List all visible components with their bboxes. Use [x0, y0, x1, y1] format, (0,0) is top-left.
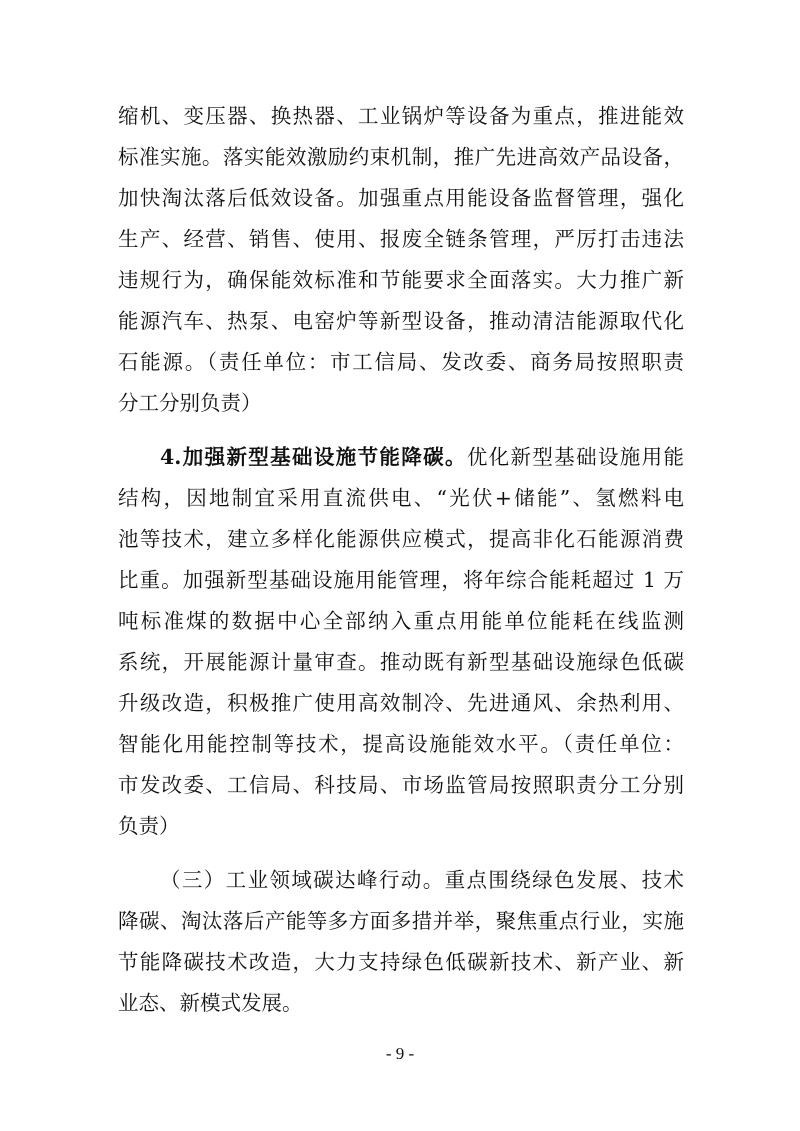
paragraph-line: 缩机、变压器、换热器、工业锅炉等设备为重点，推进能效 [118, 104, 684, 128]
paragraph-line: 加快淘汰落后低效设备。加强重点用能设备监督管理，强化 [118, 186, 684, 210]
paragraph-line: 降碳、淘汰落后产能等多方面多措并举，聚焦重点行业，实施 [118, 909, 684, 933]
paragraph-text: 优化新型基础设施用能 [466, 445, 684, 469]
paragraph-line: 结构，因地制宜采用直流供电、“光伏+储能”、氢燃料电 [118, 486, 684, 510]
paragraph-line: 池等技术，建立多样化能源供应模式，提高非化石能源消费 [118, 527, 684, 551]
page-number: - 9 - [385, 1044, 415, 1063]
paragraph-line: 分工分别负责） [118, 391, 262, 415]
paragraph-line: 节能降碳技术改造，大力支持绿色低碳新技术、新产业、新 [118, 950, 684, 974]
paragraph-line: 吨标准煤的数据中心全部纳入重点用能单位能耗在线监测 [118, 609, 684, 633]
paragraph-line: 石能源。（责任单位：市工信局、发改委、商务局按照职责 [118, 350, 684, 374]
paragraph-line: 能源汽车、热泵、电窑炉等新型设备，推动清洁能源取代化 [118, 309, 684, 333]
paragraph-line: 系统，开展能源计量审查。推动既有新型基础设施绿色低碳 [118, 650, 684, 674]
paragraph-line: 比重。加强新型基础设施用能管理，将年综合能耗超过 1 万 [118, 568, 684, 592]
section-heading: 4.加强新型基础设施节能降碳。 [160, 445, 467, 469]
paragraph-line: 标准实施。落实能效激励约束机制，推广先进高效产品设备， [118, 145, 684, 169]
paragraph-line: 市发改委、工信局、科技局、市场监管局按照职责分工分别 [118, 773, 684, 797]
paragraph-line: 智能化用能控制等技术，提高设施能效水平。（责任单位： [118, 732, 684, 756]
section-title-line: （三）工业领域碳达峰行动。重点围绕绿色发展、技术 [160, 868, 684, 892]
paragraph-line: 生产、经营、销售、使用、报废全链条管理，严厉打击违法 [118, 227, 684, 251]
paragraph-line: 业态、新模式发展。 [118, 991, 303, 1015]
paragraph-line: 负责） [118, 814, 180, 838]
paragraph-line: 升级改造，积极推广使用高效制冷、先进通风、余热利用、 [118, 691, 684, 715]
section-heading-line [160, 443, 684, 471]
paragraph-line: 违规行为，确保能效标准和节能要求全面落实。大力推广新 [118, 268, 684, 292]
